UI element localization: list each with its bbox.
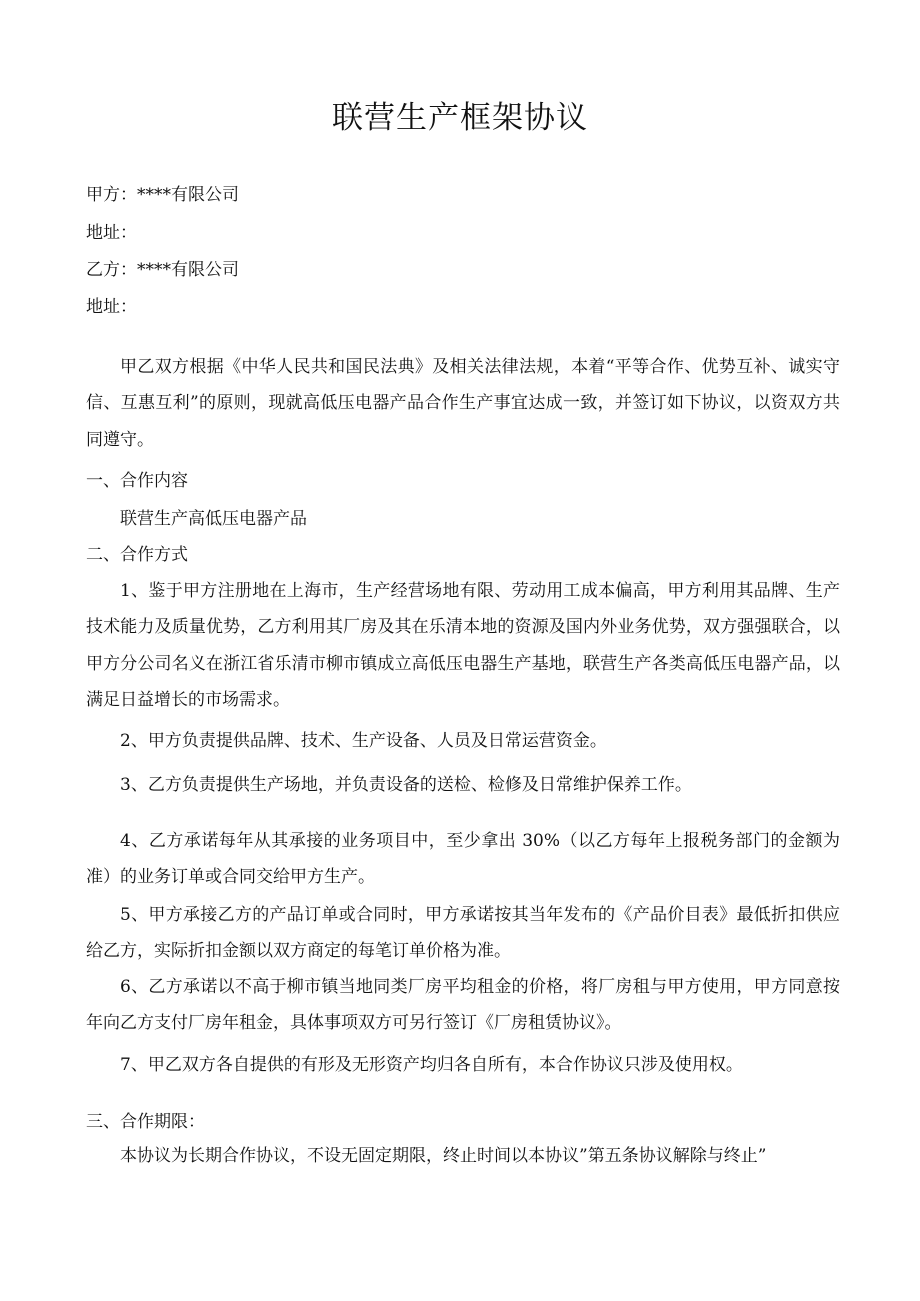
section-2-item-6: 6、乙方承诺以不高于柳市镇当地同类厂房平均租金的价格，将厂房租与甲方使用，甲方同意按年向乙方支付厂房年租金，具体事项双方可另行签订《厂房租赁协议》。 [86, 977, 840, 1034]
section-2-item-3: 3、乙方负责提供生产场地，并负责设备的送检、检修及日常维护保养工作。 [120, 775, 692, 795]
section-3-body: 本协议为长期合作协议，不设无固定期限，终止时间以本协议”第五条协议解除与终止” [120, 1146, 767, 1166]
party-a: 甲方：****有限公司 [86, 185, 239, 205]
party-b-address: 地址： [86, 297, 137, 317]
party-a-address: 地址： [86, 223, 137, 243]
document-title: 联营生产框架协议 [332, 100, 588, 136]
section-2-item-5: 5、甲方承接乙方的产品订单或合同时，甲方承诺按其当年发布的《产品价目表》最低折扣供应给乙方，实际折扣金额以双方商定的每笔订单价格为准。 [86, 905, 840, 962]
intro-paragraph: 甲乙双方根据《中华人民共和国民法典》及相关法律法规，本着“平等合作、优势互补、诚实守信、互惠互利”的原则，现就高低压电器产品合作生产事宜达成一致，并签订如下协议，以资双方共同遵守。 [86, 357, 840, 450]
section-2-item-2: 2、甲方负责提供品牌、技术、生产设备、人员及日常运营资金。 [120, 731, 607, 751]
section-2-item-1: 1、鉴于甲方注册地在上海市，生产经营场地有限、劳动用工成本偏高，甲方利用其品牌、生产技术能力及质量优势，乙方利用其厂房及其在乐清本地的资源及国内外业务优势，双方强强联合，以甲方分公司名义在浙江省乐清市柳市镇成立高低压电器生产基地，联营生产各类高低压电器产品，以满足日益增长的市场需求。 [86, 581, 840, 710]
section-1-heading: 一、合作内容 [86, 471, 188, 491]
section-3-heading: 三、合作期限： [86, 1112, 205, 1132]
party-b: 乙方：****有限公司 [86, 260, 239, 280]
section-2-heading: 二、合作方式 [86, 545, 188, 565]
section-1-body: 联营生产高低压电器产品 [120, 509, 307, 529]
section-2-item-4: 4、乙方承诺每年从其承接的业务项目中，至少拿出 30%（以乙方每年上报税务部门的金额为准）的业务订单或合同交给甲方生产。 [86, 831, 840, 888]
section-2-item-7: 7、甲乙双方各自提供的有形及无形资产均归各自所有，本合作协议只涉及使用权。 [120, 1055, 743, 1075]
